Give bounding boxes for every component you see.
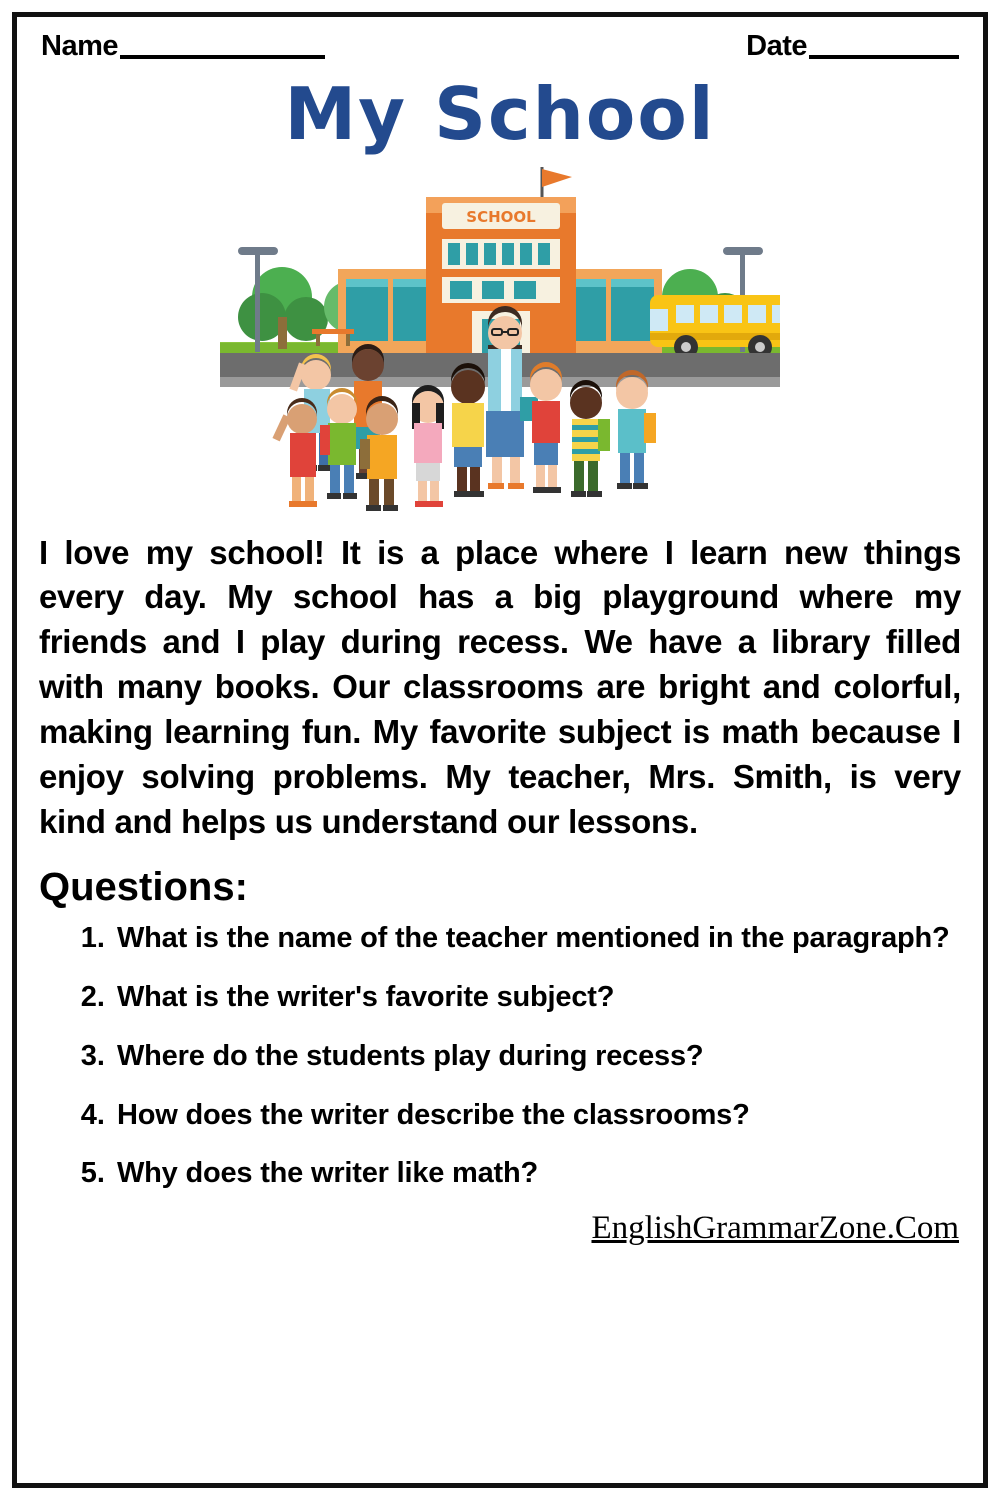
question-text: How does the writer describe the classrooms? [117, 1098, 750, 1131]
list-item [113, 1034, 965, 1079]
date-label: Date [746, 30, 807, 62]
list-item [113, 975, 965, 1020]
reading-paragraph: I love my school! It is a place where I learn new things every day. My school has a big playground where my friends and I play during recess. We have a library filled with many books. Our classrooms are bright and colorful, making learning fun. My favorite subject is math because I enjoy solving problems. My teacher, Mrs. Smith, is very kind and helps us understand our lessons. [39, 533, 961, 840]
worksheet-content [35, 10, 965, 1247]
school-scene-svg [220, 157, 780, 527]
question-text: Why does the writer like math? [117, 1157, 539, 1190]
name-label: Name [41, 30, 118, 62]
list-item [113, 1093, 965, 1138]
question-text: Where do the students play during recess? [117, 1039, 704, 1072]
name-write-line[interactable] [120, 55, 325, 59]
name-date-row [35, 30, 965, 63]
page-title: My School [284, 72, 716, 156]
list-item [113, 916, 965, 961]
question-text: What is the name of the teacher mentioned in the paragraph? [117, 921, 950, 954]
date-write-line[interactable] [809, 55, 959, 59]
questions-heading: Questions: [39, 864, 248, 909]
svg-text:SCHOOL: SCHOOL [466, 207, 536, 226]
question-text: What is the writer's favorite subject? [117, 980, 615, 1013]
school-illustration [220, 157, 780, 527]
site-credit: EnglishGrammarZone.Com [591, 1210, 959, 1247]
date-field[interactable] [746, 30, 959, 63]
list-item [113, 1151, 965, 1196]
name-field[interactable] [41, 30, 325, 63]
questions-list [35, 916, 965, 1197]
